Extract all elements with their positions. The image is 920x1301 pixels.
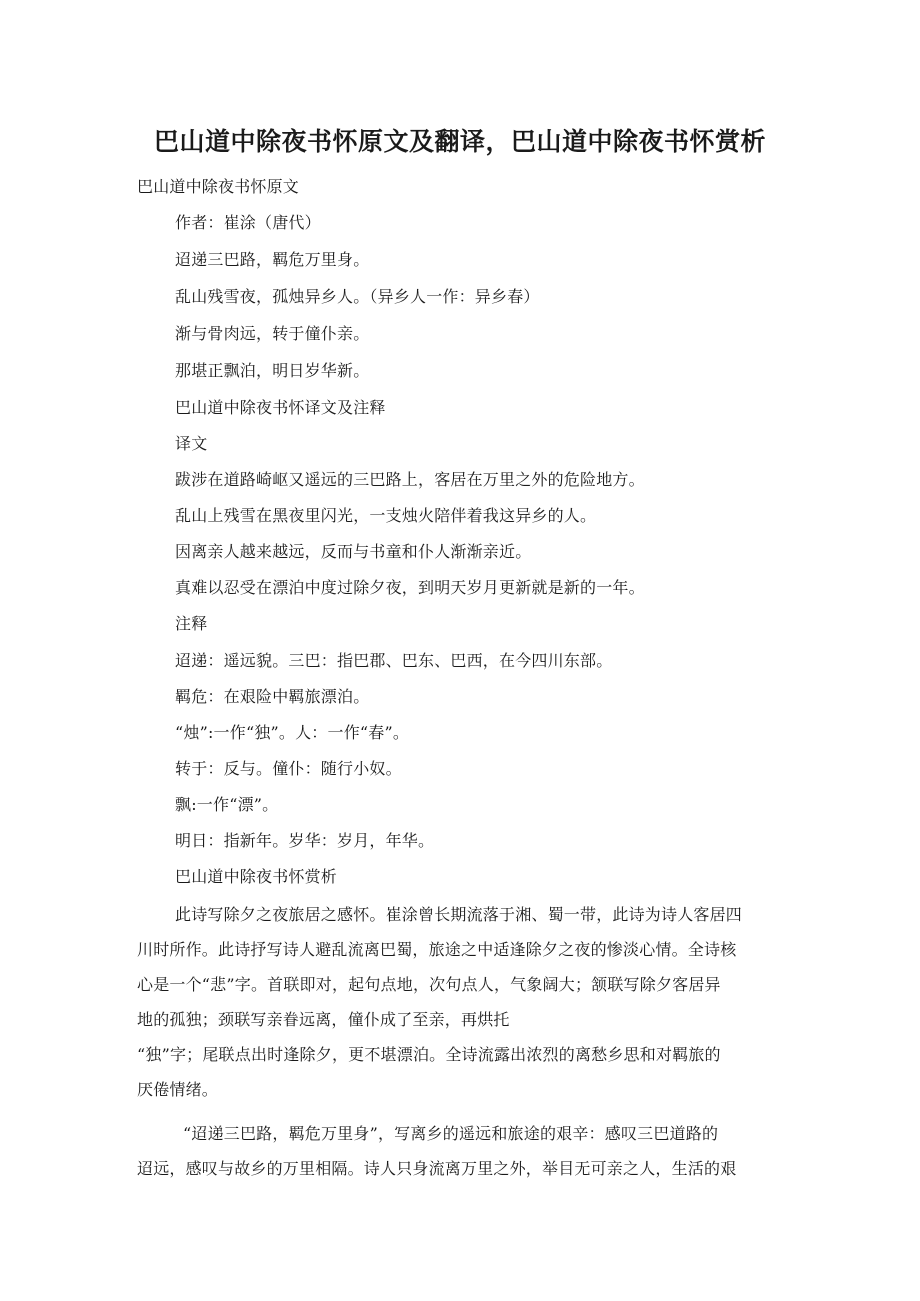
note-line: 转于：反与。僮仆：随行小奴。 <box>175 759 402 778</box>
translation-line: 乱山上残雪在黑夜里闪光，一支烛火陪伴着我这异乡的人。 <box>175 506 597 525</box>
paragraph-line: 心是一个“悲”字。首联即对，起句点地，次句点人，气象阔大；颔联写除夕客居异 <box>137 975 721 994</box>
translation-line: 真难以忍受在漂泊中度过除夕夜，到明天岁月更新就是新的一年。 <box>175 578 645 597</box>
poem-line: 迢递三巴路，羁危万里身。 <box>175 250 370 269</box>
paragraph-line: “独”字；尾联点出时逢除夕，更不堪漂泊。全诗流露出浓烈的离愁乡思和对羁旅的 <box>137 1045 721 1064</box>
page-title: 巴山道中除夜书怀原文及翻译，巴山道中除夜书怀赏析 <box>153 127 766 156</box>
translation-line: 因离亲人越来越远，反而与书童和仆人渐渐亲近。 <box>175 542 532 561</box>
note-line: 迢递：遥远貌。三巴：指巴郡、巴东、巴西，在今四川东部。 <box>175 651 613 670</box>
appreciation-paragraph <box>137 1116 777 1186</box>
paragraph-line: “迢递三巴路，羁危万里身”，写离乡的遥远和旅途的艰辛：感叹三巴道路的 <box>183 1124 719 1143</box>
translation-line: 跋涉在道路崎岖又遥远的三巴路上，客居在万里之外的危险地方。 <box>175 470 645 489</box>
paragraph-line: 此诗写除夕之夜旅居之感怀。崔涂曾长期流落于湘、蜀一带，此诗为诗人客居四 <box>175 905 743 924</box>
note-line: 明日：指新年。岁华：岁月，年华。 <box>175 831 435 850</box>
note-line: 羁危：在艰险中羁旅漂泊。 <box>175 687 370 706</box>
subheading-notes: 注释 <box>175 614 208 633</box>
section-heading-translation: 巴山道中除夜书怀译文及注释 <box>175 398 386 417</box>
paragraph-line: 川时所作。此诗抒写诗人避乱流离巴蜀，旅途之中适逢除夕之夜的惨淡心情。全诗核 <box>137 940 737 959</box>
subheading-translation: 译文 <box>175 434 208 453</box>
section-heading-appreciation: 巴山道中除夜书怀赏析 <box>175 867 338 886</box>
author-line: 作者：崔涂（唐代） <box>175 213 321 232</box>
section-heading-original: 巴山道中除夜书怀原文 <box>137 177 300 196</box>
poem-line: 乱山残雪夜，孤烛异乡人。（异乡人一作：异乡春） <box>175 287 540 306</box>
paragraph-line: 厌倦情绪。 <box>137 1080 219 1099</box>
poem-line: 那堪正飘泊，明日岁华新。 <box>175 361 370 380</box>
note-line: “烛”:一作“独”。人：一作“春”。 <box>175 723 410 742</box>
paragraph-line: 地的孤独；颈联写亲眷远离，僮仆成了至亲，再烘托 <box>137 1010 510 1029</box>
note-line: 飘:一作“漂”。 <box>175 795 279 814</box>
poem-line: 渐与骨肉远，转于僮仆亲。 <box>175 324 370 343</box>
paragraph-line: 迢远，感叹与故乡的万里相隔。诗人只身流离万里之外，举目无可亲之人，生活的艰 <box>137 1159 737 1178</box>
appreciation-paragraph <box>137 897 777 1107</box>
